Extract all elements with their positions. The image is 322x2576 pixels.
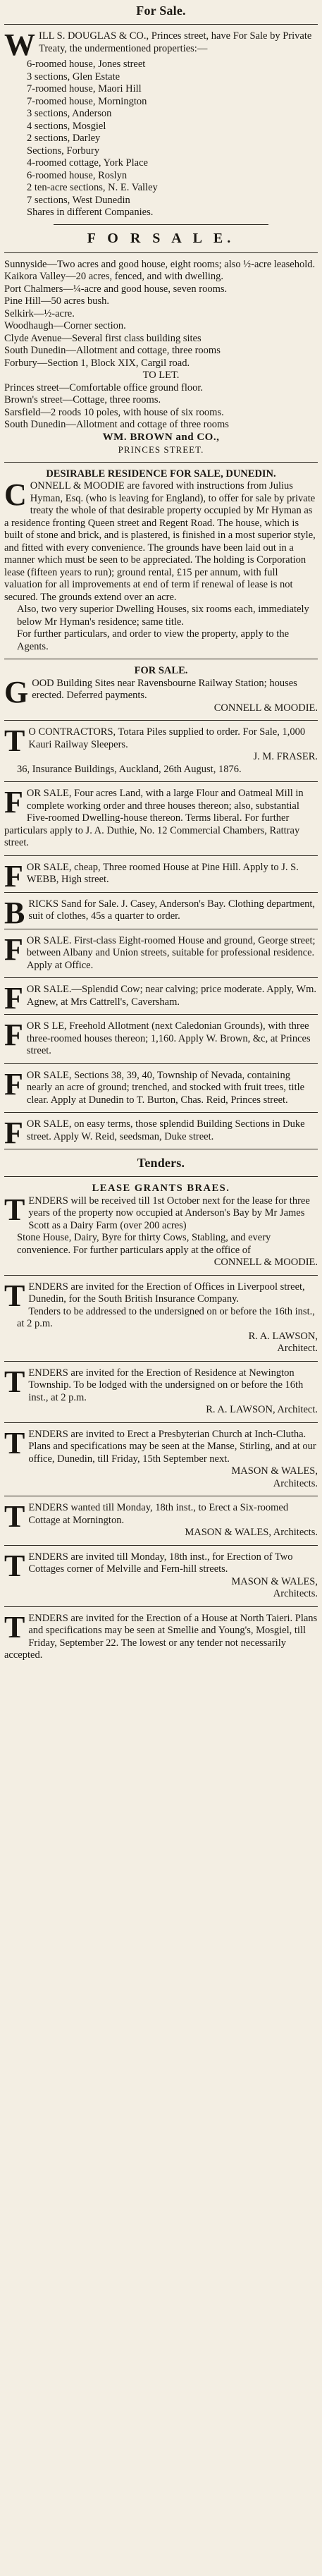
ad-line: Woodhaugh—Corner section. xyxy=(4,320,126,331)
divider xyxy=(4,1275,318,1276)
ad-cow xyxy=(4,981,318,1015)
ad-body: Tenders to be addressed to the undersigned on or before the 16th inst., at 2 p.m. xyxy=(17,1305,315,1329)
ad-body: OR SALE, on easy terms, those splendid Building Sections in Duke street. Apply W. Reid, seedsman, Duke street. xyxy=(26,1118,305,1142)
list-item: Sections, Forbury xyxy=(27,145,100,157)
ad-line: Brown's street—Cottage, three rooms. xyxy=(4,394,161,405)
ad-body: OR S LE, Freehold Allotment (next Caledonian Grounds), with three three-roomed houses thereon; 1,160. Apply W. Brown, &c, at Princes street. xyxy=(26,1020,311,1056)
ad-church xyxy=(4,1425,318,1491)
ad-body: ENDERS are invited for the Erection of a House at North Taieri. Plans and specifications may be seen at Smellie and Young's, Mosgiel, till Friday, September 22. The lowest or any tender not necessarily accepted. xyxy=(4,1612,318,1661)
divider xyxy=(4,1112,318,1113)
ad-signature: J. M. FRASER. xyxy=(253,751,318,762)
divider xyxy=(4,1176,318,1177)
ad-cottage xyxy=(4,1499,318,1539)
drop-cap: T xyxy=(4,1425,25,1460)
ad-line: Sunnyside—Two acres and good house, eight rooms; also ½-acre leasehold. xyxy=(4,258,316,270)
drop-cap: F xyxy=(4,932,23,967)
drop-cap: T xyxy=(4,1609,25,1644)
ad-body: OOD Building Sites near Ravensbourne Railway Station; houses erected. Deferred payments. xyxy=(32,677,297,701)
ad-role: Architects. xyxy=(273,1588,318,1599)
ad-sand xyxy=(4,895,318,930)
ad-body: ENDERS are invited for the Erection of Offices in Liverpool street, Dunedin, for the South British Insurance Company. xyxy=(28,1281,305,1305)
ad-body: OR SALE, Sections 38, 39, 40, Township of Nevada, containing nearly an acre of ground; trenched, and stocked with fruit trees, title clear. Apply at Dunedin to T. Burton, Chas. Reid, Princes street. xyxy=(26,1069,305,1106)
ad-signature: CONNELL & MOODIE. xyxy=(213,1257,318,1268)
ad-line: South Dunedin—Allotment and cottage of three rooms xyxy=(4,419,229,430)
ad-subheading: TO LET. xyxy=(142,370,180,381)
drop-cap: B xyxy=(4,895,25,930)
ad-body: For further particulars, and order to view the property, apply to the Agents. xyxy=(17,628,290,652)
tenders-heading: Tenders. xyxy=(137,1156,185,1170)
ad-nevada xyxy=(4,1066,318,1107)
drop-cap: F xyxy=(4,1066,23,1101)
ad-taieri xyxy=(4,1609,318,1662)
drop-cap: F xyxy=(4,1116,23,1150)
ad-offices xyxy=(4,1278,318,1355)
ad-role: Architect. xyxy=(277,1343,318,1354)
drop-cap: T xyxy=(4,1192,25,1227)
divider xyxy=(4,24,318,25)
ad-line: Forbury—Section 1, Block XIX, Cargil road. xyxy=(4,357,190,369)
divider xyxy=(4,252,318,253)
ad-line: Kaikora Valley—20 acres, fenced, and with dwelling. xyxy=(4,271,223,282)
ad-line: Selkirk—½-acre. xyxy=(4,307,75,319)
ad-lease xyxy=(4,1183,318,1269)
list-item: 7 sections, West Dunedin xyxy=(27,194,130,206)
divider xyxy=(54,224,268,225)
ad-role: Architects. xyxy=(273,1477,318,1489)
divider xyxy=(4,1545,318,1546)
drop-cap: T xyxy=(4,1364,25,1399)
divider xyxy=(4,1422,318,1423)
ad-address: 36, Insurance Buildings, Auckland, 26th August, 1876. xyxy=(17,763,242,775)
drop-cap: F xyxy=(4,785,23,819)
ad-duke-street xyxy=(4,1116,318,1150)
ad-eight-roomed-house xyxy=(4,932,318,972)
property-list xyxy=(4,59,318,219)
drop-cap: T xyxy=(4,1548,25,1583)
divider xyxy=(4,1606,318,1607)
ad-signature: CONNELL & MOODIE. xyxy=(213,702,318,714)
ad-body: OR SALE, Four acres Land, with a large Flour and Oatmeal Mill in complete working order and three houses thereon; also, substantial Five-roomed Dwelling-house thereon. Terms liberal. For further particulars apply to J. A. Duthie, No. 12 Commercial Chambers, Rattray street. xyxy=(4,788,304,848)
list-item: 6-roomed house, Roslyn xyxy=(27,169,128,181)
ad-body: Stone House, Dairy, Byre for thirty Cows, Stabling, and every convenience. For further particulars apply at the office of xyxy=(17,1232,271,1256)
ad-body: ENDERS wanted till Monday, 18th inst., to Erect a Six-roomed Cottage at Mornington. xyxy=(28,1502,289,1526)
ad-address: PRINCES STREET. xyxy=(118,444,204,455)
ad-douglas xyxy=(4,30,318,219)
newspaper-column xyxy=(4,0,318,2576)
ad-body: ENDERS are invited for the Erection of Residence at Newington Township. To be lodged with the undersigned on or before the 16th inst., at 2 p.m. xyxy=(28,1367,304,1403)
divider xyxy=(4,855,318,856)
list-item: 7-roomed house, Mornington xyxy=(27,95,147,107)
drop-cap: W xyxy=(4,28,35,62)
ad-line: South Dunedin—Allotment and cottage, three rooms xyxy=(4,345,221,356)
ad-body: ILL S. DOUGLAS & CO., Princes street, have For Sale by Private Treaty, the undermentioned properties:— xyxy=(39,30,312,54)
ad-signature: MASON & WALES, xyxy=(231,1575,318,1587)
list-item: Shares in different Companies. xyxy=(27,207,154,218)
divider xyxy=(4,1014,318,1015)
ad-signature: MASON & WALES, xyxy=(231,1465,318,1477)
divider xyxy=(4,462,318,463)
ad-line: Sarsfield—2 roods 10 poles, with house of six rooms. xyxy=(4,406,224,418)
ad-body: Also, two very superior Dwelling Houses, six rooms each, immediately below Mr Hyman's residence; same title. xyxy=(17,604,309,628)
drop-cap: F xyxy=(4,1018,23,1052)
ad-residence xyxy=(4,468,318,654)
ad-signature: R. A. LAWSON, xyxy=(248,1330,318,1342)
list-item: 2 sections, Darley xyxy=(27,133,101,144)
list-item: 4-roomed cottage, York Place xyxy=(27,157,148,169)
ad-line: Clyde Avenue—Several first class building sites xyxy=(4,332,202,344)
ad-signature: R. A. LAWSON, Architect. xyxy=(206,1404,318,1415)
ad-allotment xyxy=(4,1020,318,1058)
list-item: 6-roomed house, Jones street xyxy=(27,59,146,70)
divider xyxy=(4,1063,318,1064)
ad-line: Princes street—Comfortable office ground floor. xyxy=(4,381,204,393)
ad-line: Pine Hill—50 acres bush. xyxy=(4,295,110,307)
ad-cheap-house xyxy=(4,858,318,893)
ad-brown xyxy=(4,230,318,456)
list-item: 7-roomed house, Maori Hill xyxy=(27,83,142,94)
ad-signature: WM. BROWN and CO., xyxy=(102,431,220,443)
ad-mill xyxy=(4,785,318,850)
ad-body: OR SALE.—Splendid Cow; near calving; price moderate. Apply, Wm. Agnew, at Mrs Cattrell's, Caversham. xyxy=(26,984,317,1008)
divider xyxy=(4,1361,318,1362)
drop-cap: T xyxy=(4,1278,25,1313)
drop-cap: T xyxy=(4,724,25,758)
ad-signature: MASON & WALES, Architects. xyxy=(185,1527,318,1538)
list-item: 3 sections, Glen Estate xyxy=(27,71,120,83)
ad-body: OR SALE. First-class Eight-roomed House and ground, George street; between Albany and Union streets, suitable for professional residence. Apply at Office. xyxy=(26,934,316,971)
drop-cap: G xyxy=(4,674,29,709)
ad-ravensbourne xyxy=(4,665,318,714)
divider xyxy=(4,977,318,978)
ad-title: DESIRABLE RESIDENCE FOR SALE, DUNEDIN. xyxy=(46,468,276,480)
ad-header: F O R S A L E. xyxy=(87,230,235,246)
drop-cap: T xyxy=(4,1499,25,1534)
ad-line: Port Chalmers—¼-acre and good house, seven rooms. xyxy=(4,283,228,295)
ad-body: RICKS Sand for Sale. J. Casey, Anderson's Bay. Clothing department, suit of clothes, 45s a quarter to order. xyxy=(28,898,316,922)
drop-cap: F xyxy=(4,981,23,1015)
ad-body: ENDERS are invited till Monday, 18th inst., for Erection of Two Cottages corner of Melville and Fern-hill streets. xyxy=(28,1551,293,1575)
ad-body: O CONTRACTORS, Totara Piles supplied to order. For Sale, 1,000 Kauri Railway Sleepers. xyxy=(28,726,306,750)
ad-body: ENDERS will be received till 1st October next for the lease for three years of the property now occupied at Anderson's Bay by Mr James Scott as a Dairy Farm (over 200 acres) xyxy=(28,1195,310,1231)
divider xyxy=(4,781,318,782)
drop-cap: F xyxy=(4,858,23,893)
drop-cap: C xyxy=(4,477,27,512)
ad-newington xyxy=(4,1364,318,1417)
ad-melville xyxy=(4,1548,318,1601)
ad-body: OR SALE, cheap, Three roomed House at Pine Hill. Apply to J. S. WEBB, High street. xyxy=(26,861,299,885)
ad-title: FOR SALE. xyxy=(134,665,188,676)
ad-body: ONNELL & MOODIE are favored with instructions from Julius Hyman, Esq. (who is leaving for England), to offer for sale by private treaty the whole of that desirable property occupied by Mr Hyman as a residence fronting Queen street and Regent Road. The house, which is built of stone and brick, and is plastered, is finished in a most superior style, and fitted with every convenience. The grounds have been laid out in a manner which must be seen to be appreciated. The holding is Corporation lease (fifteen years to run); ground rental, £15 per annum, with full valuation for all improvements at end of term if renewal of lease is not secured. The grounds extend over an acre. xyxy=(4,480,316,603)
divider xyxy=(4,720,318,721)
ad-title: LEASE GRANTS BRAES. xyxy=(92,1183,230,1194)
list-item: 3 sections, Anderson xyxy=(27,108,112,119)
ad-body: ENDERS are invited to Erect a Presbyterian Church at Inch-Clutha. Plans and specifications may be seen at the Manse, Stirling, and at our office, Dunedin, till Friday, 15th September next. xyxy=(28,1428,316,1465)
list-item: 2 ten-acre sections, N. E. Valley xyxy=(27,182,158,193)
list-item: 4 sections, Mosgiel xyxy=(27,120,106,132)
divider xyxy=(4,892,318,893)
ad-contractors xyxy=(4,726,318,776)
for-sale-heading: For Sale. xyxy=(136,4,186,18)
